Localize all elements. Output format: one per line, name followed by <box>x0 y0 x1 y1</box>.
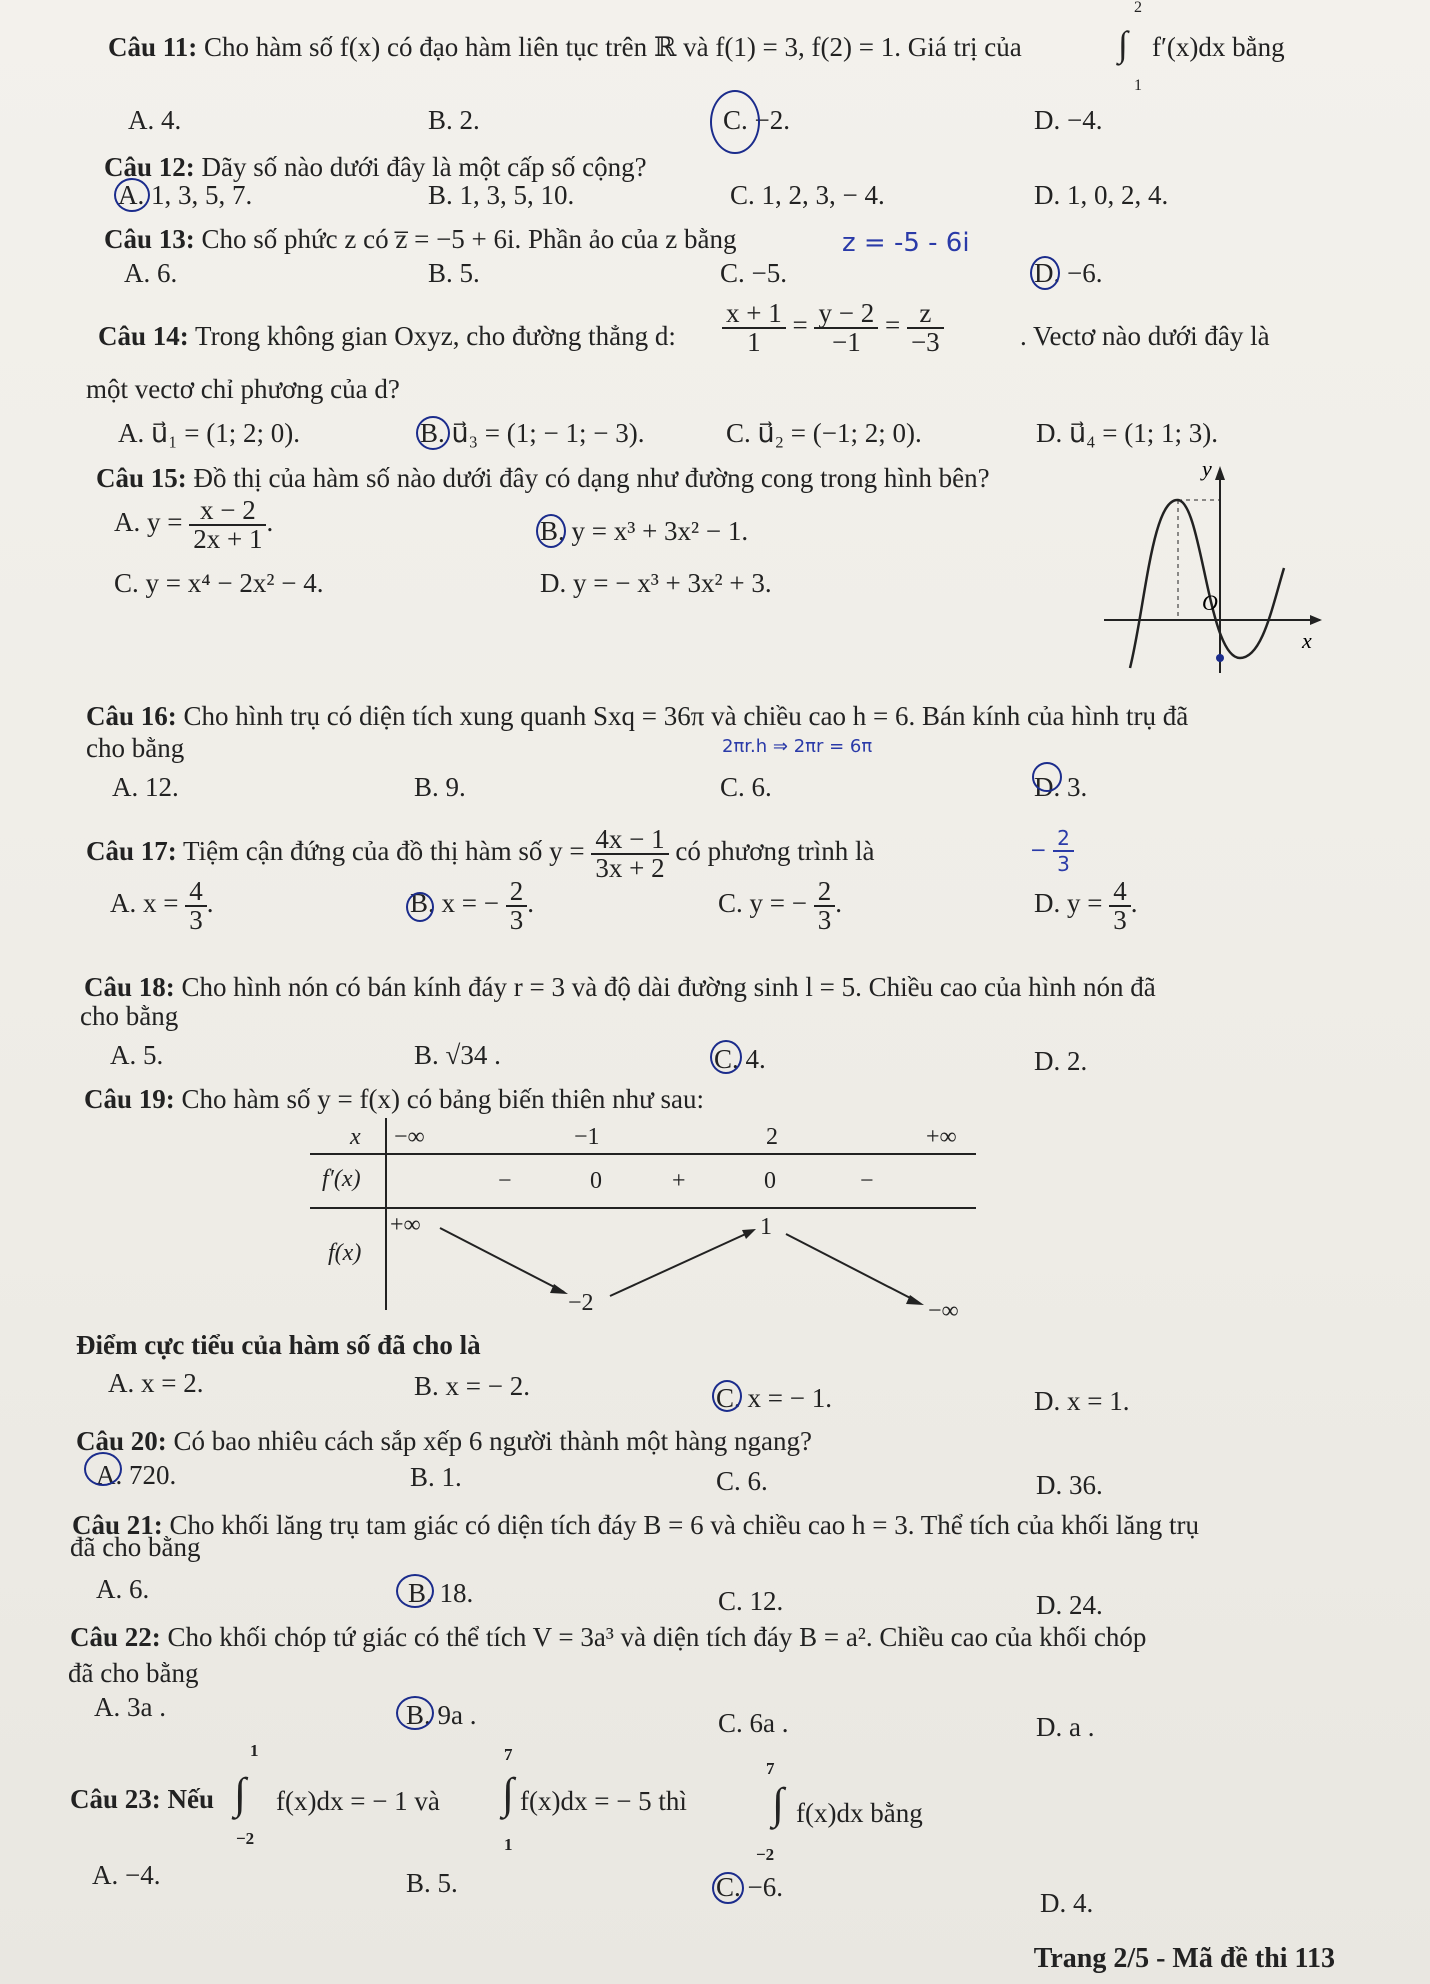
fraction <box>907 300 944 356</box>
question-22 <box>70 1624 1146 1651</box>
q14-text2: . Vectơ nào dưới đây là <box>1020 321 1270 351</box>
q23-int1-bot: −2 <box>236 1829 255 1848</box>
option-prefix: A. x = <box>110 888 179 919</box>
denominator: 2x + 1 <box>193 524 263 554</box>
answer-circle <box>416 416 450 450</box>
q18-option-a: A. 5. <box>110 1040 164 1070</box>
tbl-sign2: + <box>672 1168 686 1194</box>
tbl-x2: 2 <box>766 1124 778 1150</box>
q17-text1: Tiệm cận đứng của đồ thị hàm số y = <box>183 836 585 867</box>
q14-text3: một vectơ chỉ phương của d? <box>86 374 400 404</box>
q13-option-c: C. −5. <box>720 258 787 288</box>
tbl-x1: −1 <box>574 1124 600 1150</box>
increase-arrow <box>610 1232 750 1296</box>
q13-text: Cho số phức z có z̅ = −5 + 6i. Phần ảo của z bằng <box>201 224 737 254</box>
q20-option-c: C. 6. <box>716 1466 768 1496</box>
q11-int-bot: 1 <box>1134 77 1142 94</box>
tbl-x-minus-inf: −∞ <box>394 1124 425 1150</box>
y-label: y <box>1202 458 1212 481</box>
tbl-v3: 1 <box>760 1214 772 1240</box>
decrease-arrow <box>440 1228 564 1292</box>
question-15 <box>96 465 990 492</box>
numerator: 2 <box>1053 826 1074 852</box>
q21-text2: đã cho bằng <box>70 1532 201 1562</box>
q20-option-b: B. 1. <box>410 1462 462 1492</box>
q22-option-a: A. 3a . <box>94 1692 166 1722</box>
denominator: 1 <box>747 327 761 357</box>
tbl-sign3: − <box>860 1168 874 1194</box>
q12-option-d: D. 1, 0, 2, 4. <box>1034 180 1169 210</box>
q23-pre: Nếu <box>167 1784 215 1814</box>
q14-option-a: A. u⃗₁ = (1; 2; 0). <box>118 418 300 448</box>
answer-circle <box>1030 256 1060 290</box>
q14-option-c: C. u⃗₂ = (−1; 2; 0). <box>726 418 922 448</box>
q15-option-d: D. y = − x³ + 3x² + 3. <box>540 568 772 598</box>
denominator: 3 <box>817 905 832 935</box>
q13-option-b: B. 5. <box>428 258 480 288</box>
q16-text2: cho bằng <box>86 733 185 763</box>
q20-text: Có bao nhiêu cách sắp xếp 6 người thành một hàng ngang? <box>173 1426 813 1456</box>
q15-option-a: A. y = $\frac{x - 2}{2x + 1}$ . <box>114 495 274 554</box>
numerator: 2 <box>814 878 836 907</box>
denominator: 3 <box>1057 852 1070 876</box>
x-label: x <box>1302 628 1312 653</box>
denominator: 3 <box>509 905 524 935</box>
tbl-sign1: − <box>498 1168 512 1194</box>
function-graph <box>1090 458 1330 678</box>
answer-circle <box>1032 762 1062 792</box>
fraction <box>1053 826 1074 876</box>
denominator: −1 <box>831 327 861 357</box>
tbl-fprime: f′(x) <box>322 1166 361 1192</box>
tbl-zero1: 0 <box>590 1168 602 1194</box>
option-a-prefix: A. y = <box>114 507 183 538</box>
x-arrow <box>1310 615 1322 625</box>
question-21 <box>72 1512 1199 1539</box>
minimum-point <box>1216 654 1224 662</box>
q11-int-top: 2 <box>1134 0 1142 16</box>
answer-circle <box>396 1696 434 1730</box>
q18-option-b: B. √34 . <box>414 1040 501 1070</box>
q14-label: Câu 14: <box>98 321 189 351</box>
q21-text: Cho khối lăng trụ tam giác có diện tích đáy B = 6 và chiều cao h = 3. Thể tích của khối lăng trụ <box>169 1510 1199 1540</box>
q18-label: Câu 18: <box>84 972 175 1002</box>
decrease-arrow <box>786 1234 918 1302</box>
q15-option-c: C. y = x⁴ − 2x² − 4. <box>114 568 324 598</box>
fraction <box>189 497 266 553</box>
q18-option-c: C. 4. <box>714 1044 766 1074</box>
question-17 <box>86 826 874 882</box>
fraction <box>722 300 786 356</box>
numerator: y − 2 <box>814 300 878 329</box>
question-20 <box>76 1428 812 1455</box>
numerator: z <box>907 300 944 329</box>
q19-label: Câu 19: <box>84 1084 175 1114</box>
integral-sign: ∫ <box>1118 24 1128 64</box>
answer-circle <box>396 1574 434 1608</box>
q17-option-d: D. y = $\frac{4}{3}$ . <box>1034 876 1138 935</box>
answer-circle <box>84 1452 122 1486</box>
q15-text: Đồ thị của hàm số nào dưới đây có dạng như đường cong trong hình bên? <box>193 463 990 493</box>
q15-label: Câu 15: <box>96 463 187 493</box>
q21-label: Câu 21: <box>72 1510 163 1540</box>
q20-option-d: D. 36. <box>1036 1470 1103 1500</box>
q19-option-b: B. x = − 2. <box>414 1371 530 1401</box>
q23-int1-top: 1 <box>250 1741 259 1760</box>
tbl-x: x <box>350 1124 361 1150</box>
q19-option-a: A. x = 2. <box>108 1368 204 1398</box>
q22-option-b: B. 9a . <box>406 1700 477 1730</box>
fraction <box>591 826 668 882</box>
q11-tail: f′(x)dx bằng <box>1152 32 1285 62</box>
q22-label: Câu 22: <box>70 1622 161 1652</box>
question-14 <box>98 323 676 350</box>
option-prefix: C. y = − <box>718 888 807 919</box>
question-19 <box>84 1086 704 1113</box>
fraction <box>814 878 836 934</box>
q20-label: Câu 20: <box>76 1426 167 1456</box>
q16-handwriting: 2πr.h ⇒ 2πr = 6π <box>722 736 873 757</box>
q22-text: Cho khối chóp tứ giác có thể tích V = 3a³ và diện tích đáy B = a². Chiều cao của khối chóp <box>167 1622 1147 1652</box>
q14-text1: Trong không gian Oxyz, cho đường thẳng d: <box>195 321 676 351</box>
q13-option-a: A. 6. <box>124 258 178 288</box>
q17-option-c: C. y = − $\frac{2}{3}$ . <box>718 876 842 935</box>
q23-int3-bot: −2 <box>756 1845 775 1864</box>
answer-circle <box>712 1380 742 1412</box>
question-13 <box>104 226 736 253</box>
q12-option-a: A. 1, 3, 5, 7. <box>118 180 253 210</box>
question-12 <box>104 154 647 181</box>
fraction <box>814 300 878 356</box>
y-arrow <box>1215 466 1225 480</box>
q16-option-b: B. 9. <box>414 772 466 802</box>
denominator: 3x + 2 <box>595 853 665 883</box>
q12-text: Dãy số nào dưới đây là một cấp số cộng? <box>201 152 647 182</box>
q16-option-d: D. 3. <box>1034 772 1088 802</box>
q14-option-d: D. u⃗₄ = (1; 1; 3). <box>1036 418 1218 448</box>
q21-option-c: C. 12. <box>718 1586 784 1616</box>
tbl-v4: −∞ <box>928 1298 959 1324</box>
answer-circle <box>114 178 150 212</box>
q23-option-c: C. −6. <box>716 1872 783 1902</box>
question-16 <box>86 703 1188 730</box>
q13-option-d: D. −6. <box>1034 258 1103 288</box>
q23-int2-bot: 1 <box>504 1835 513 1854</box>
q19-option-d: D. x = 1. <box>1034 1386 1130 1416</box>
origin-label: O <box>1202 590 1218 615</box>
q17-handwriting: − $\frac{2}{3}$ <box>1030 826 1074 876</box>
denominator: −3 <box>910 327 940 357</box>
q18-option-d: D. 2. <box>1034 1046 1088 1076</box>
q23-option-b: B. 5. <box>406 1868 458 1898</box>
q12-option-c: C. 1, 2, 3, − 4. <box>730 180 885 210</box>
integral-sign: ∫ <box>502 1769 515 1818</box>
tbl-f: f(x) <box>328 1240 362 1266</box>
q16-label: Câu 16: <box>86 701 177 731</box>
tbl-v2: −2 <box>568 1290 594 1316</box>
question-18 <box>84 974 1156 1001</box>
tbl-zero2: 0 <box>764 1168 776 1194</box>
q17-label: Câu 17: <box>86 836 177 867</box>
q13-label: Câu 13: <box>104 224 195 254</box>
answer-circle <box>536 514 566 548</box>
q16-option-c: C. 6. <box>720 772 772 802</box>
option-prefix: B. x = − <box>410 888 499 919</box>
q23-label: Câu 23: <box>70 1784 161 1814</box>
tbl-v1: +∞ <box>390 1212 421 1238</box>
q17-option-b: B. x = − $\frac{2}{3}$ . <box>410 876 534 935</box>
q17-option-a: A. x = $\frac{4}{3}$ . <box>110 876 214 935</box>
q21-option-d: D. 24. <box>1036 1590 1103 1620</box>
q20-option-a: A. 720. <box>96 1460 177 1490</box>
q23-part2: f(x)dx = − 5 thì <box>520 1786 687 1816</box>
q11-option-a: A. 4. <box>128 105 182 135</box>
q23-int2-top: 7 <box>504 1745 513 1764</box>
q21-option-b: B. 18. <box>408 1578 474 1608</box>
numerator: 4 <box>185 878 207 907</box>
q12-option-b: B. 1, 3, 5, 10. <box>428 180 575 210</box>
q12-label: Câu 12: <box>104 152 195 182</box>
q23-part3: f(x)dx bằng <box>796 1798 923 1828</box>
q21-option-a: A. 6. <box>96 1574 150 1604</box>
q19-option-c: C. x = − 1. <box>716 1383 832 1413</box>
q22-option-c: C. 6a . <box>718 1708 789 1738</box>
variation-table <box>310 1118 990 1328</box>
q15-option-b: B. y = x³ + 3x² − 1. <box>540 516 749 546</box>
integral-sign: ∫ <box>234 1769 247 1818</box>
denominator: 3 <box>189 905 203 935</box>
q11-option-b: B. 2. <box>428 105 480 135</box>
q18-text2: cho bằng <box>80 1001 179 1031</box>
q23-int3-top: 7 <box>766 1759 775 1778</box>
fraction <box>1109 878 1131 934</box>
fraction <box>185 878 207 934</box>
question-11 <box>108 34 1022 61</box>
q18-text: Cho hình nón có bán kính đáy r = 3 và độ dài đường sinh l = 5. Chiều cao của hình nón đã <box>181 972 1156 1002</box>
curve <box>1130 500 1284 668</box>
arrow-head <box>742 1229 756 1239</box>
q16-text: Cho hình trụ có diện tích xung quanh Sxq = 36π và chiều cao h = 6. Bán kính của hình trụ đã <box>183 701 1189 731</box>
q17-text2: có phương trình là <box>675 836 875 867</box>
q22-text2: đã cho bằng <box>68 1658 199 1688</box>
option-prefix: D. y = <box>1034 888 1103 919</box>
q11-label: Câu 11: <box>108 32 198 62</box>
numerator: 4x − 1 <box>591 826 668 855</box>
numerator: 4 <box>1109 878 1131 907</box>
q19-text2: Điểm cực tiểu của hàm số đã cho là <box>76 1330 481 1360</box>
q23-option-d: D. 4. <box>1040 1888 1094 1918</box>
q22-option-d: D. a . <box>1036 1712 1095 1742</box>
q14-option-b: B. u⃗₃ = (1; − 1; − 3). <box>420 418 645 448</box>
q11-text: Cho hàm số f(x) có đạo hàm liên tục trên ℝ và f(1) = 3, f(2) = 1. Giá trị của <box>204 32 1022 62</box>
denominator: 3 <box>1113 905 1127 935</box>
q14-fractions: $\frac{x + 1}{1}$ = $\frac{y - 2}{-1}$ = $\frac{z}{-3}$ <box>722 300 944 356</box>
q19-text: Cho hàm số y = f(x) có bảng biến thiên như sau: <box>181 1084 705 1114</box>
q23-part1: f(x)dx = − 1 và <box>276 1786 440 1816</box>
tbl-x-plus-inf: +∞ <box>926 1124 957 1150</box>
answer-circle <box>406 892 434 922</box>
q13-handwriting: z = -5 - 6i <box>842 228 970 258</box>
q11-option-d: D. −4. <box>1034 105 1103 135</box>
answer-circle <box>710 1040 742 1074</box>
answer-circle <box>710 90 760 154</box>
question-23 <box>70 1786 214 1813</box>
q11-option-c: C. −2. <box>723 105 790 135</box>
q23-option-a: A. −4. <box>92 1860 161 1890</box>
numerator: x + 1 <box>722 300 786 329</box>
numerator: x − 2 <box>189 497 266 526</box>
page-footer: Trang 2/5 - Mã đề thi 113 <box>1033 1943 1335 1974</box>
fraction <box>506 878 528 934</box>
integral-sign: ∫ <box>772 1779 785 1828</box>
answer-circle <box>712 1872 744 1904</box>
numerator: 2 <box>506 878 528 907</box>
q16-option-a: A. 12. <box>112 772 179 802</box>
